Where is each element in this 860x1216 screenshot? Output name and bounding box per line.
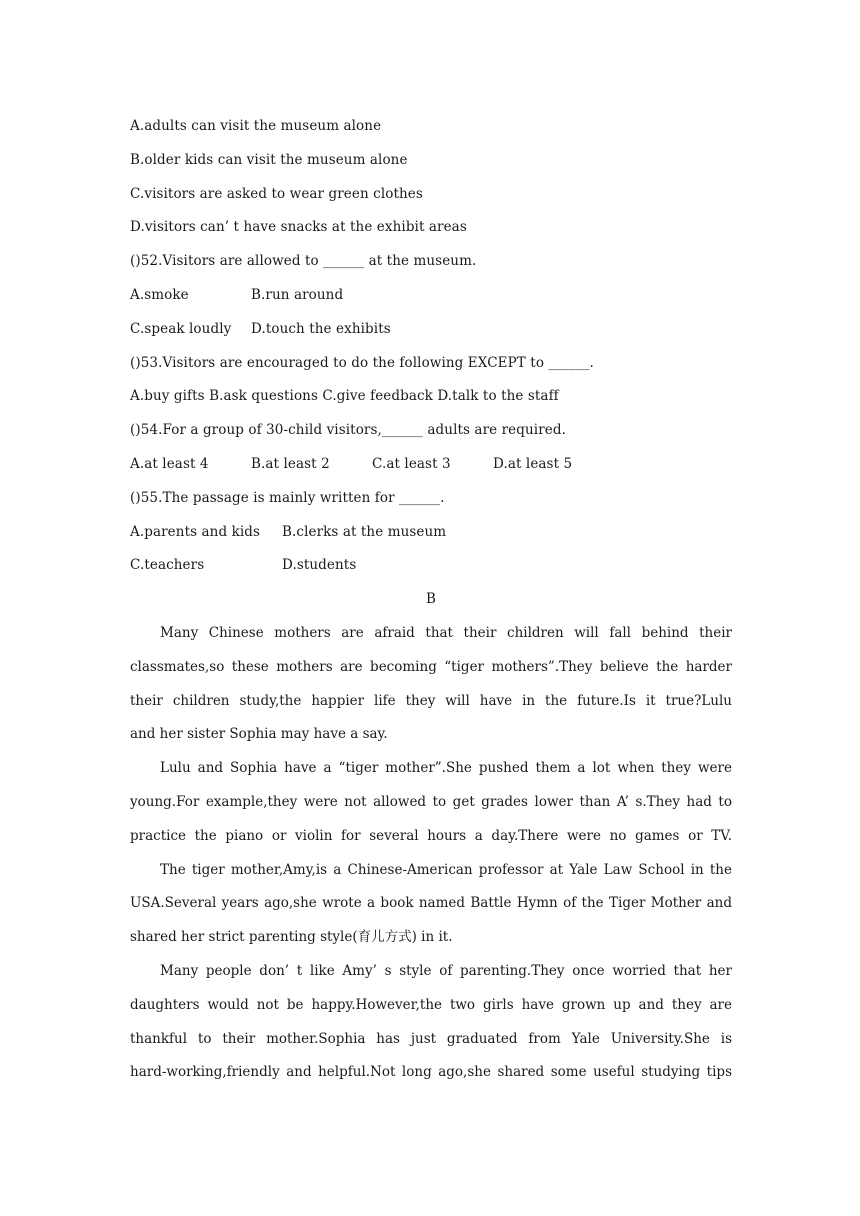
document-page [130,110,732,1090]
q54-option-c: C.at least 3 [372,455,451,472]
paragraph-line: and her sister Sophia may have a say. [130,726,388,743]
q52-options-row-1 [130,279,732,313]
q53-stem: ()53.Visitors are encouraged to do the following EXCEPT to ______. [130,354,594,371]
q54-option-b: B.at least 2 [251,455,330,472]
q51-option-c: C.visitors are asked to wear green clothes [130,185,423,202]
q54-option-d: D.at least 5 [493,455,573,472]
q51-option-b: B.older kids can visit the museum alone [130,151,408,168]
section-b-title: B [425,591,437,608]
paragraph-line: shared her strict parenting style(育儿方式) in it. [130,929,453,946]
q55-option-d: D.students [282,557,357,574]
q51-option-a: A.adults can visit the museum alone [130,118,382,134]
paragraph-line: daughters would not be happy.However,the two girls have grown up and they are [130,996,732,1013]
paragraph-line: practice the piano or violin for several hours a day.There were no games or TV. [130,827,732,844]
q54-option-a: A.at least 4 [130,455,209,472]
q55-option-a: A.parents and kids [130,523,261,540]
q52-option-a: A.smoke [130,286,189,303]
passage-paragraph-4 [130,955,732,1090]
paragraph-line: Lulu and Sophia have a “tiger mother”.She pushed them a lot when they were [160,760,732,777]
paragraph-line: thankful to their mother.Sophia has just graduated from Yale University.She is [130,1030,732,1047]
passage-paragraph-1 [130,617,732,752]
paragraph-line: Many Chinese mothers are afraid that their children will fall behind their [160,624,732,641]
q55-stem: ()55.The passage is mainly written for ______. [130,489,445,506]
q55-options-row-2 [130,549,732,583]
q52-option-b: B.run around [251,286,344,303]
q52-options-row-2 [130,313,732,347]
q52-option-c: C.speak loudly [130,320,232,337]
q54-options-row [130,448,732,482]
passage-paragraph-2 [130,752,732,853]
q55-option-c: C.teachers [130,557,205,574]
paragraph-line: USA.Several years ago,she wrote a book named Battle Hymn of the Tiger Mother and [130,895,732,912]
paragraph-line: Many people don’ t like Amy’ s style of parenting.They once worried that her [160,962,732,979]
q53-options: A.buy gifts B.ask questions C.give feedback D.talk to the staff [130,388,559,405]
q51-option-d: D.visitors can’ t have snacks at the exhibit areas [130,219,467,236]
q55-options-row-1 [130,516,732,550]
paragraph-line: classmates,so these mothers are becoming “tiger mothers”.They believe the harder [130,658,732,675]
q52-stem: ()52.Visitors are allowed to ______ at the museum. [130,253,477,270]
paragraph-line: young.For example,they were not allowed to get grades lower than A’ s.They had to [130,793,732,810]
q54-stem: ()54.For a group of 30-child visitors,______ adults are required. [130,422,566,439]
paragraph-line: hard-working,friendly and helpful.Not long ago,she shared some useful studying tips [130,1064,732,1081]
paragraph-line: The tiger mother,Amy,is a Chinese-American professor at Yale Law School in the [160,861,732,878]
q52-option-d: D.touch the exhibits [251,320,391,337]
q55-option-b: B.clerks at the museum [282,523,447,540]
paragraph-line: their children study,the happier life they will have in the future.Is it true?Lulu [130,692,732,709]
passage-paragraph-3 [130,854,732,955]
